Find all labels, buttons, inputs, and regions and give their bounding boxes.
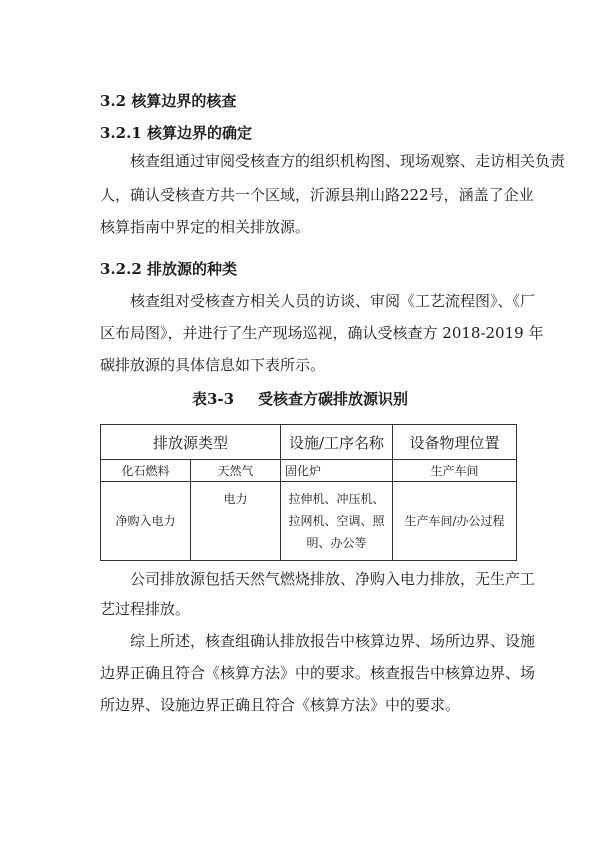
subsection-heading-sources: 3.2.2 排放源的种类 (100, 260, 237, 278)
table-cell: 净购入电力 (101, 482, 191, 561)
table-caption-title: 受核查方碳排放源识别 (258, 390, 409, 408)
table-header-row (101, 425, 517, 460)
paragraph-line: 核查组通过审阅受核查方的组织机构图、现场观察、走访相关负责 (130, 152, 566, 170)
table-header-cell: 排放源类型 (101, 425, 281, 460)
table-cell: 生产车间/办公过程 (393, 482, 517, 561)
table-row (101, 460, 517, 482)
paragraph-line: 人，确认受核查方共一个区域，沂源县荆山路222号，涵盖了企业 (100, 186, 534, 204)
paragraph-line: 艺过程排放。 (100, 600, 191, 618)
paragraph-line: 综上所述，核查组确认排放报告中核算边界、场所边界、设施 (130, 632, 536, 650)
table-cell: 电力 (191, 482, 281, 561)
table-cell: 拉伸机、冲压机、拉网机、空调、照明、办公等 (281, 482, 393, 561)
table-header-cell: 设备物理位置 (393, 425, 517, 460)
paragraph-line: 碳排放源的具体信息如下表所示。 (100, 356, 326, 374)
table-cell: 化石燃料 (101, 460, 191, 482)
table-cell: 生产车间 (393, 460, 517, 482)
table-caption (0, 388, 600, 409)
paragraph-line: 核查组对受核查方相关人员的访谈、审阅《工艺流程图》、《厂 (130, 292, 536, 310)
section-heading: 3.2 核算边界的核查 (100, 92, 237, 110)
paragraph-line: 核算指南中界定的相关排放源。 (100, 218, 311, 236)
subsection-heading-boundary: 3.2.1 核算边界的确定 (100, 124, 252, 142)
paragraph-line: 所边界、设施边界正确且符合《核算方法》中的要求。 (100, 696, 461, 714)
paragraph-line: 公司排放源包括天然气燃烧排放、净购入电力排放，无生产工 (130, 570, 536, 588)
table-cell: 天然气 (191, 460, 281, 482)
paragraph-line: 区布局图》，并进行了生产现场巡视，确认受核查方 2018-2019 年 (100, 324, 544, 342)
paragraph-line: 边界正确且符合《核算方法》中的要求。核查报告中核算边界、场 (100, 664, 536, 682)
table-row (101, 482, 517, 561)
table-header-cell: 设施/工序名称 (281, 425, 393, 460)
emission-source-table (100, 424, 517, 561)
table-caption-number: 表3-3 (191, 390, 235, 408)
table-cell: 固化炉 (281, 460, 393, 482)
